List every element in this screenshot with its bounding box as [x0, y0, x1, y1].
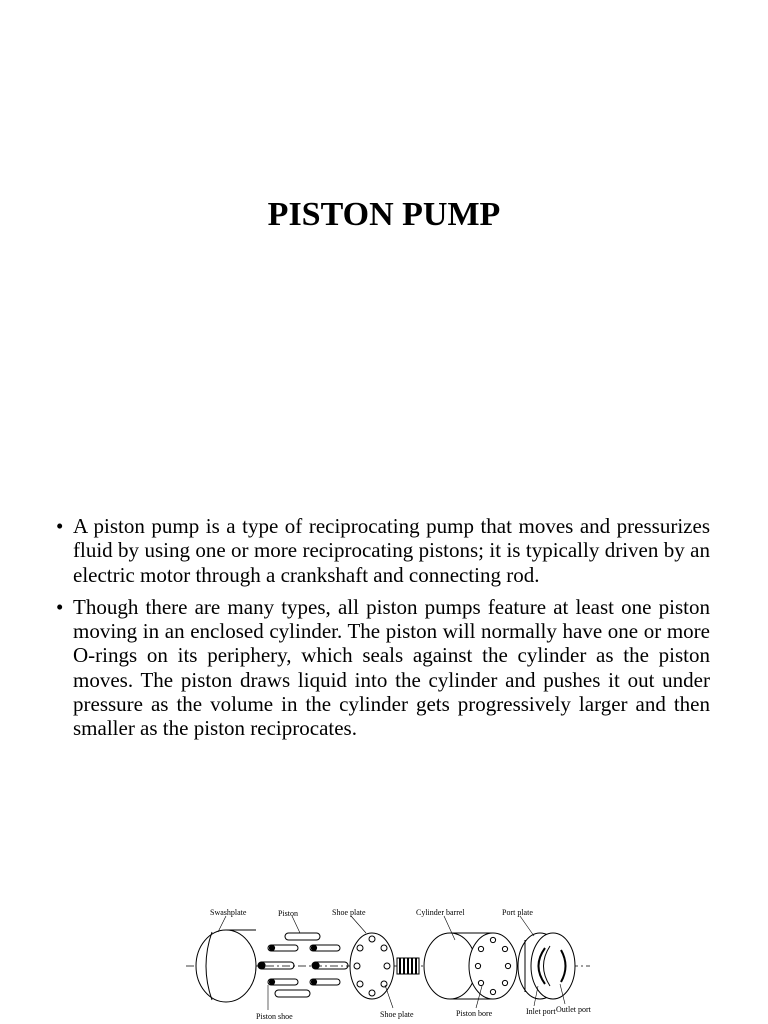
bullet-marker: •: [56, 514, 64, 538]
label-piston: Piston: [278, 909, 299, 918]
label-piston-shoe: Piston shoe: [256, 1012, 293, 1021]
bullet-item: [56, 514, 710, 587]
bullet-text: A piston pump is a type of reciprocating pump that moves and pressurizes fluid by using one or more reciprocating pistons; it is typically driven by an electric motor through a crankshaft and connecting rod.: [73, 514, 710, 587]
label-inlet-port: Inlet port: [526, 1007, 556, 1016]
label-shoe-plate-bottom: Shoe plate: [380, 1010, 414, 1019]
label-shoe-plate: Shoe plate: [332, 908, 366, 917]
bullet-marker: •: [56, 594, 64, 619]
label-piston-bore: Piston bore: [456, 1009, 493, 1018]
bullet-text: Though there are many types, all piston pumps feature at least one piston moving in an enclosed cylinder. The piston will normally have one or more O-rings on its periphery, which seals against the cylinder as the piston moves. The piston draws liquid into the cylinder and pushes it out under pressure as the volume in the cylinder gets progressively larger and then smaller as the piston reciprocates.: [73, 594, 710, 741]
exploded-view-drawing: [0, 900, 768, 1024]
slide-title: PISTON PUMP: [267, 196, 501, 233]
bullet-list: [56, 514, 710, 749]
bullet-item: [56, 595, 710, 741]
port-plate-part: [518, 933, 575, 999]
label-cylinder-barrel: Cylinder barrel: [416, 908, 465, 917]
label-outlet-port: Outlet port: [556, 1005, 591, 1014]
shoe-plate-part: [350, 933, 394, 999]
label-port-plate: Port plate: [502, 908, 533, 917]
spring-part: [397, 958, 419, 974]
cylinder-barrel-part: [424, 933, 517, 999]
label-swashplate: Swashplate: [210, 908, 247, 917]
piston-pump-diagram: [0, 900, 768, 1024]
swashplate-part: [196, 930, 256, 1002]
pistons-part: [258, 933, 348, 997]
